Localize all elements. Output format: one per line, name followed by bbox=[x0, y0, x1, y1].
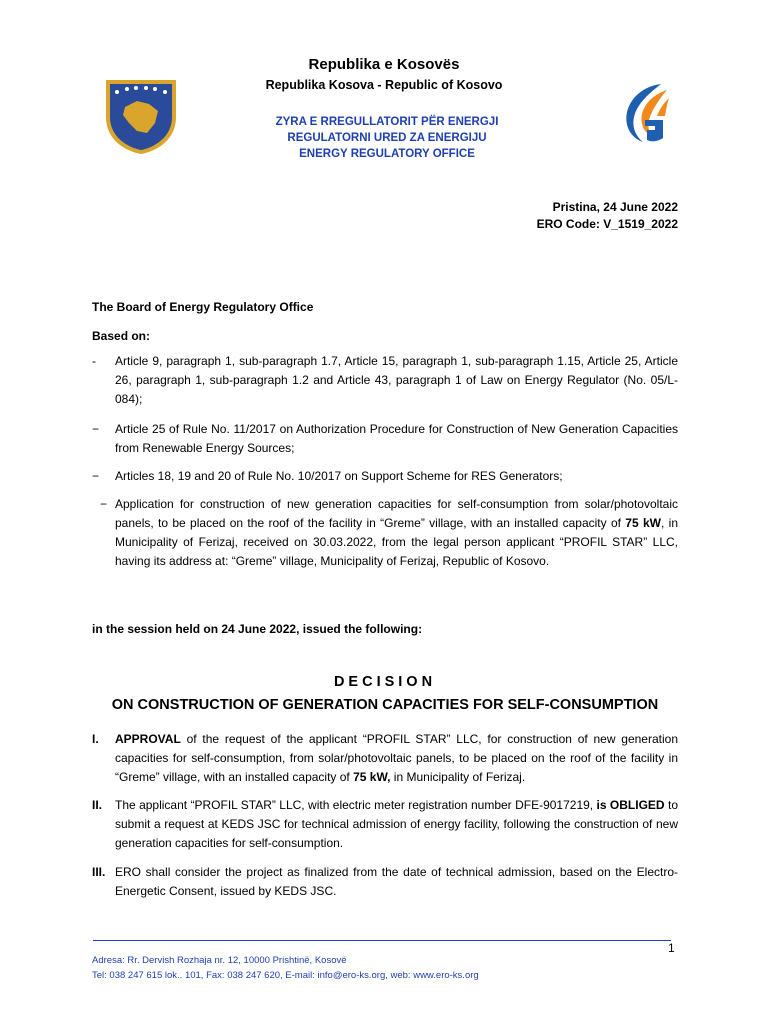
country-title: Republika e Kosovës bbox=[308, 56, 460, 73]
office-name-serbian: REGULATORNI URED ZA ENERGIJU bbox=[287, 132, 487, 144]
decision-point bbox=[92, 863, 678, 901]
ero-code: ERO Code: V_1519_2022 bbox=[536, 217, 678, 231]
point-text-part: The applicant “PROFIL STAR” LLC, with electric meter registration number DFE-9017219, bbox=[115, 798, 597, 812]
country-subtitle: Republika Kosova - Republic of Kosovo bbox=[265, 78, 503, 92]
list-dash: − bbox=[92, 469, 100, 483]
point-number: I. bbox=[92, 732, 99, 746]
point-number: II. bbox=[92, 798, 103, 812]
point-text bbox=[115, 730, 678, 787]
footer-contact: Tel: 038 247 615 lok.. 101, Fax: 038 247 620, E-mail: info@ero-ks.org, web: www.ero-ks.org bbox=[92, 970, 479, 981]
list-item bbox=[92, 420, 678, 458]
ero-logo-icon bbox=[617, 80, 677, 146]
list-item bbox=[92, 352, 678, 409]
decision-point bbox=[92, 796, 678, 853]
board-heading: The Board of Energy Regulatory Office bbox=[92, 300, 314, 314]
point-text-part: in Municipality of Ferizaj. bbox=[390, 770, 526, 784]
list-item-text: Article 25 of Rule No. 11/2017 on Authorization Procedure for Construction of New Generation Capacities from Renewable Energy Sources; bbox=[115, 422, 678, 455]
list-item-text-part: Application for construction of new generation capacities for self-consumption from solar/photovoltaic panels, to be placed on the roof of the facility in “Greme” village, with an installed capacity of bbox=[115, 497, 678, 530]
point-number: III. bbox=[92, 865, 106, 879]
point-text-part: to submit a request at KEDS JSC for technical admission of energy facility, following the construction of new generation capacities for self-consumption. bbox=[115, 798, 679, 850]
list-item-text: Articles 18, 19 and 20 of Rule No. 10/2017 on Support Scheme for RES Generators; bbox=[115, 469, 563, 483]
list-item bbox=[92, 495, 678, 571]
document-date: Pristina, 24 June 2022 bbox=[552, 200, 678, 214]
list-item-text-part: , in Municipality of Ferizaj, received on 30.03.2022, from the legal person applicant “PROFIL STAR” LLC, having its address at: “Greme” village, Municipality of Ferizaj, Republic of Kosovo. bbox=[115, 516, 678, 568]
footer-divider bbox=[93, 940, 671, 941]
based-on-heading: Based on: bbox=[92, 329, 151, 343]
point-bold: is OBLIGED bbox=[596, 798, 665, 812]
office-name-english: ENERGY REGULATORY OFFICE bbox=[299, 148, 475, 160]
page-number: 1 bbox=[668, 941, 675, 955]
list-dash: − bbox=[92, 422, 100, 436]
decision-subtitle: ON CONSTRUCTION OF GENERATION CAPACITIES FOR SELF-CONSUMPTION bbox=[111, 697, 659, 713]
list-item-text bbox=[115, 495, 678, 571]
capacity-value: 75 kW bbox=[625, 516, 661, 530]
point-text bbox=[115, 796, 678, 853]
session-statement: in the session held on 24 June 2022, issued the following: bbox=[92, 622, 423, 636]
list-dash: − bbox=[100, 497, 108, 511]
point-text: ERO shall consider the project as finalized from the date of technical admission, based on the Electro-Energetic Consent, issued by KEDS JSC. bbox=[115, 865, 678, 898]
point-bold: 75 kW, bbox=[353, 770, 391, 784]
office-name-albanian: ZYRA E RREGULLATORIT PËR ENERGJI bbox=[275, 116, 499, 128]
decision-point bbox=[92, 730, 678, 787]
footer-address: Adresa: Rr. Dervish Rozhaja nr. 12, 10000 Prishtinë, Kosovë bbox=[92, 955, 347, 966]
point-bold: APPROVAL bbox=[115, 732, 181, 746]
list-dash: - bbox=[92, 354, 96, 368]
list-item bbox=[92, 467, 678, 486]
point-text-part: of the request of the applicant “PROFIL STAR” LLC, for construction of new generation capacities for self-consumption, from solar/photovoltaic panels, to be placed on the roof of the facility in “Greme” village, with an installed capacity of bbox=[115, 732, 678, 784]
list-item-text: Article 9, paragraph 1, sub-paragraph 1.7, Article 15, paragraph 1, sub-paragraph 1.15, Article 25, Article 26, paragraph 1, sub-paragraph 1.2 and Article 43, paragraph 1 of Law on Energy Regulator (No. 05/L-084); bbox=[115, 354, 678, 406]
decision-title: DECISION bbox=[333, 674, 437, 690]
